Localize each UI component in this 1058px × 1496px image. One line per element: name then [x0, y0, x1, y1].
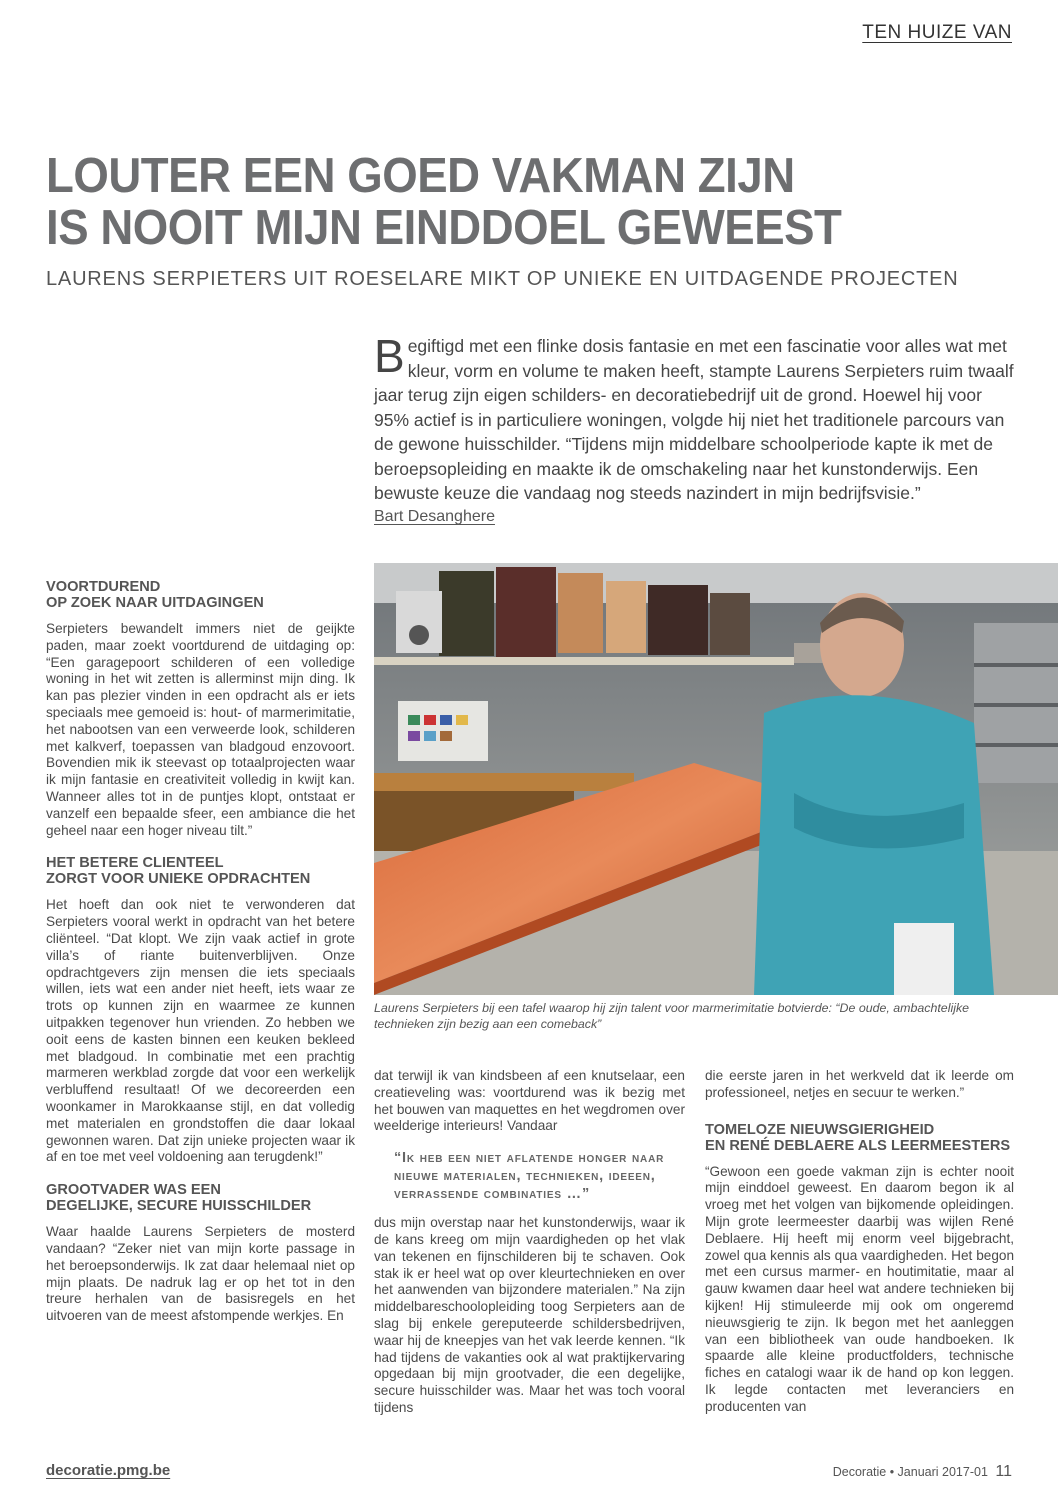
subtitle: LAURENS SERPIETERS UIT ROESELARE MIKT OP UNIEKE EN UITDAGENDE PROJECTEN [46, 268, 959, 290]
section-heading [705, 1122, 1014, 1154]
intro-paragraph [374, 330, 1014, 506]
intro-text: egiftigd met een flinke dosis fantasie en met een fascinatie voor alles wat met kleur, vorm en volume te maken heeft, stampte Laurens Serpieters ruim twaalf jaar terug zijn eigen schilders- en decoratiebedrijf uit de grond. Hoewel hij voor 95% actief is in particuliere woningen, volgde hij niet het traditionele parcours van de gewone huisschilder. “Tijdens mijn middelbare schoolperiode kapte ik met de beroepsopleiding en maakte ik de omschakeling naar het kunstonderwijs. Een bewuste keuze die vandaag nog steeds nazindert in mijn bedrijfsvisie.” [374, 336, 1014, 503]
section-heading-line: EN RENÉ DEBLAERE ALS LEERMEESTERS [705, 1137, 1011, 1154]
section-label: TEN HUIZE VAN [862, 22, 1012, 43]
headline-line-2: IS NOOIT MIJN EINDDOEL GEWEEST [46, 201, 842, 255]
body-paragraph: Het hoeft dan ook niet te verwonderen dat Serpieters vooral werkt in opdracht van het betere cliënteel. “Dat klopt. We zijn vaak actief in grote villa’s of riante buitenverblijven. Onze opdrachtgevers zijn mensen die iets speciaals willen, iets wat een ander niet heeft, iets waar ze trots op kunnen zijn en waarmee ze kunnen uitpakken tegenover hun vrienden. Zo hebben we ooit eens de kasten binnen een keuken bekleed met bladgoud. In combinatie met een prachtig marmeren werkblad zorgde dat voor een werkelijk verbluffend resultaat! Of we decoreerden een woonkamer in Marokkaanse stijl, en dat volledig met materialen en grondstoffen die daar lokaal gewonnen waren. Dat zijn unieke projecten waar ik af en toe met veel voldoening aan terugdenk!” [46, 897, 355, 1165]
section-heading [46, 855, 355, 887]
section-heading [46, 1182, 355, 1214]
headline [46, 150, 939, 254]
page-number: 11 [995, 1463, 1012, 1480]
issue-label: Decoratie • Januari 2017-01 [832, 1465, 988, 1479]
section-heading-line: TOMELOZE NIEUWSGIERIGHEID [705, 1121, 935, 1138]
left-column [46, 579, 355, 1325]
footer-issue-info [833, 1463, 1012, 1481]
workshop-photo-illustration [374, 563, 1058, 995]
body-paragraph: dus mijn overstap naar het kunstonderwijs, waar ik de kans kreeg om mijn vaardigheden op het vlak van tekenen en fijnschilderen bij te schaven. Ook stak ik er heel wat op over kleurtechnieken en over het aanwenden van bijzondere materialen.” Na zijn middelbareschoolopleiding toog Serpieters aan de slag bij enkele gereputeerde schildersbedrijven, waar hij de kneepjes van het vak leerde kennen. “Ik had tijdens de vakanties ook al wat praktijkervaring opgedaan bij mijn grootvader, die een degelijke, secure huisschilder was. Maar het was toch vooral tijdens [374, 1215, 685, 1415]
article-photo [374, 563, 1058, 995]
body-paragraph: “Gewoon een goede vakman zijn is echter nooit mijn einddoel geweest. En daarom begon ik al vroeg met het volgen van bijkomende opleidingen. Mijn grote leermeester daarbij was wijlen René Deblaere. Hij heeft mij enorm veel bijgebracht, zowel qua kennis als qua vaardigheden. Het begon met een cursus marmer- en houtimitatie, maar al gauw kwamen daar heel wat andere technieken bij kijken! Hij stimuleerde mij ook om ongeremd nieuwsgierig te zijn. Ik begon met het aanleggen van een bibliotheek van oude handboeken. Ik spaarde alle kleine productfolders, technische fiches en catalogi waar ik de hand op kon leggen. Ik legde contacten met leveranciers en producenten van [705, 1163, 1014, 1414]
right-column [705, 1068, 1014, 1416]
body-paragraph: Serpieters bewandelt immers niet de geijkte paden, maar zoekt voortdurend de uitdaging op: “Een garagepoort schilderen of een volledige woning in het wit zetten is allerminst mijn ding. Ik kan pas plezier vinden in een opdracht als er iets speciaals mee gemoeid is: hout- of marmerimitatie, het nabootsen van een verweerde look, schilderen met kalkverf, toepassen van bladgoud enzovoort. Bovendien mik ik steevast op totaalprojecten waar ik mijn fantasie en creativiteit volledig in kwijt kan. Wanneer alles tot in de puntjes klopt, ontstaat er vanzelf een bepaalde sfeer, een ambiance die het geheel naar een hoger niveau tilt.” [46, 621, 355, 838]
section-heading-line: DEGELIJKE, SECURE HUISSCHILDER [46, 1198, 312, 1215]
photo-caption: Laurens Serpieters bij een tafel waarop hij zijn talent voor marmerimitatie botvierde: “De oude, ambachtelijke technieken zijn bezig aan een comeback” [374, 1001, 970, 1031]
section-heading-line: VOORTDUREND [46, 579, 161, 595]
section-heading-line: GROOTVADER WAS EEN [46, 1182, 221, 1199]
body-paragraph: die eerste jaren in het werkveld dat ik leerde om professioneel, netjes en secuur te werken.” [705, 1068, 1014, 1100]
section-heading-line: OP ZOEK NAAR UITDAGINGEN [46, 595, 264, 611]
headline-line-1: LOUTER EEN GOED VAKMAN ZIJN [46, 149, 795, 203]
website-link[interactable]: decoratie.pmg.be [46, 1462, 171, 1479]
drop-cap: B [374, 330, 405, 382]
section-heading-line: ZORGT VOOR UNIEKE OPDRACHTEN [46, 871, 311, 888]
section-heading-line: HET BETERE CLIENTEEL [46, 855, 224, 872]
middle-column [374, 1068, 685, 1417]
body-paragraph: dat terwijl ik van kindsbeen af een knutselaar, een creatieveling was: voortdurend was ik bezig met het bouwen van maquettes en het wegdromen over weelderige interieurs! Vandaar [374, 1068, 685, 1134]
pull-quote: “Ik heb een niet aflatende honger naar nieuwe materialen, technieken, ideeen, verrassende combinaties …” [394, 1150, 665, 1203]
author-byline: Bart Desanghere [374, 508, 495, 525]
body-paragraph: Waar haalde Laurens Serpieters de mosterd vandaan? “Zeker niet van mijn korte passage in het beroepsonderwijs. Ik zat daar helemaal niet op mijn plaats. De nadruk lag er op het tot in den treure herhalen van de basisregels en het uitvoeren van de meest afstompende werkjes. En [46, 1224, 355, 1324]
section-heading [46, 579, 355, 611]
